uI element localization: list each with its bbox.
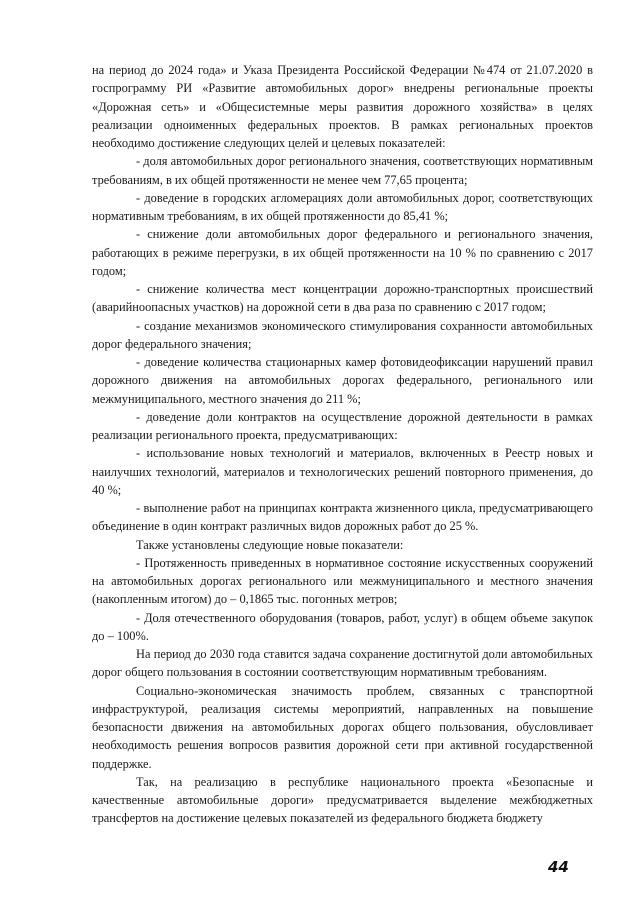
paragraph-5: - снижение количества мест концентрации дорожно-транспортных происшествий (аварийноопасных участков) на дорожной сети в два раза по сравнению с 2017 годом; — [92, 282, 593, 315]
body-text — [92, 61, 593, 828]
paragraph-6: - создание механизмов экономического стимулирования сохранности автомобильных дорог федерального значения; — [92, 318, 593, 351]
paragraph-9: - использование новых технологий и материалов, включенных в Реестр новых и наилучших технологий, материалов и технологических решений повторного применения, до 40 %; — [92, 446, 593, 497]
paragraph-2: - доля автомобильных дорог регионального значения, соответствующих нормативным требованиям, в их общей протяженности не менее чем 77,65 процента; — [92, 154, 593, 187]
paragraph-13: - Доля отечественного оборудования (товаров, работ, услуг) в общем объеме закупок до – 100%. — [92, 610, 593, 643]
paragraph-3: - доведение в городских агломерациях доли автомобильных дорог, соответствующих нормативным требованиям, в их общей протяженности до 85,41 %; — [92, 190, 593, 223]
paragraph-15: Социально-экономическая значимость проблем, связанных с транспортной инфраструктурой, реализация системы мероприятий, направленных на повышение безопасности движения на автомобильных дорогах общего пользования, обусловливает необходимость решения вопросов развития дорожной сети при активной государственной поддержке. — [92, 683, 593, 771]
paragraph-11: Также установлены следующие новые показатели: — [136, 537, 404, 552]
paragraph-8: - доведение доли контрактов на осуществление дорожной деятельности в рамках реализации регионального проекта, предусматривающих: — [92, 409, 593, 442]
paragraph-12: - Протяженность приведенных в нормативное состояние искусственных сооружений на автомобильных дорогах регионального или межмуниципального и местного значения (накопленным итогом) до – 0,1865 тыс. погонных метров; — [92, 555, 593, 607]
paragraph-16: Так, на реализацию в республике национального проекта «Безопасные и качественные автомобильные дороги» предусматривается выделение межбюджетных трансфертов на достижение целевых показателей из федерального бюджета бюджету — [92, 774, 593, 826]
paragraph-4: - снижение доли автомобильных дорог федерального и регионального значения, работающих в режиме перегрузки, в их общей протяженности на 10 % по сравнению с 2017 годом; — [92, 227, 593, 278]
paragraph-14: На период до 2030 года ставится задача сохранение достигнутой доли автомобильных дорог общего пользования в состоянии соответствующим нормативным требованиям. — [92, 647, 593, 680]
paragraph-10: - выполнение работ на принципах контракта жизненного цикла, предусматривающего объединение в один контракт различных видов дорожных работ до 25 %. — [92, 501, 593, 534]
page-number: 44 — [548, 858, 569, 876]
paragraph-7: - доведение количества стационарных камер фотовидеофиксации нарушений правил дорожного движения на автомобильных дорогах федерального, регионального или межмуниципального, местного значения до 211 %; — [92, 355, 593, 406]
paragraph-1: на период до 2024 года» и Указа Президента Российской Федерации №474 от 21.07.2020 в госпрограмму РИ «Развитие автомобильных дорог» внедрены региональные проекты «Дорожная сеть» и «Общесистемные меры развития дорожного хозяйства» в целях реализации одноименных федеральных проектов. В рамках региональных проектов необходимо достижение следующих целей и целевых показателей: — [92, 63, 593, 150]
